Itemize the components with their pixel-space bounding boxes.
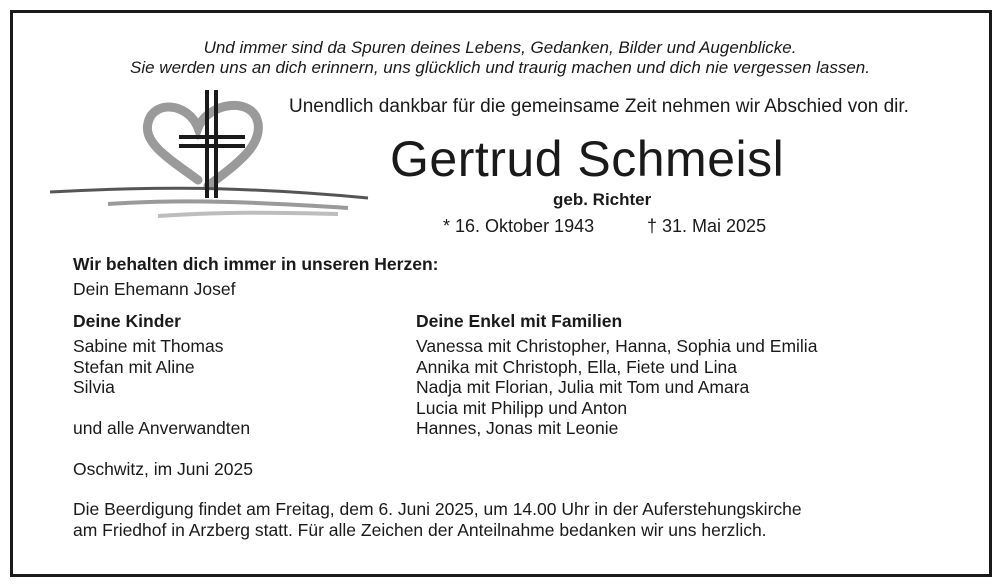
death-date: † 31. Mai 2025 <box>647 216 767 236</box>
children-list <box>73 336 223 398</box>
funeral-line-1: Die Beerdigung findet am Freitag, dem 6. Juni 2025, um 14.00 Uhr in der Auferstehungskirche <box>73 499 802 519</box>
list-item: Hannes, Jonas mit Leonie <box>416 418 619 438</box>
hearts-heading: Wir behalten dich immer in unseren Herzen: <box>73 254 439 274</box>
place-date: Oschwitz, im Juni 2025 <box>73 459 253 479</box>
funeral-line-2: am Friedhof in Arzberg statt. Für alle Zeichen der Anteilnahme bedanken wir uns herzlich. <box>73 520 767 540</box>
list-item: Annika mit Christoph, Ella, Fiete und Lina <box>416 356 737 377</box>
intro-verse-line-2: Sie werden uns an dich erinnern, uns glücklich und traurig machen und dich nie vergessen lassen. <box>130 58 870 77</box>
children-heading: Deine Kinder <box>73 311 181 331</box>
list-item: Silvia <box>73 377 115 397</box>
deceased-name: Gertrud Schmeisl <box>390 131 785 187</box>
grandchildren-list <box>416 336 817 439</box>
intro-verse-line-1: Und immer sind da Spuren deines Lebens, Gedanken, Bilder und Augenblicke. <box>203 38 797 57</box>
maiden-name: geb. Richter <box>553 190 652 209</box>
list-item: Vanessa mit Christopher, Hanna, Sophia und Emilia <box>416 336 818 356</box>
birth-date: * 16. Oktober 1943 <box>443 216 595 236</box>
list-item: Nadja mit Florian, Julia mit Tom und Amara <box>416 377 750 397</box>
grandchildren-heading: Deine Enkel mit Familien <box>416 311 623 331</box>
list-item: Sabine mit Thomas <box>73 336 224 356</box>
thanks-line: Unendlich dankbar für die gemeinsame Zeit nehmen wir Abschied von dir. <box>289 96 909 117</box>
spouse-line: Dein Ehemann Josef <box>73 279 236 299</box>
list-item: Stefan mit Aline <box>73 356 195 377</box>
list-item: Lucia mit Philipp und Anton <box>416 397 628 418</box>
relatives-line: und alle Anverwandten <box>73 418 251 438</box>
